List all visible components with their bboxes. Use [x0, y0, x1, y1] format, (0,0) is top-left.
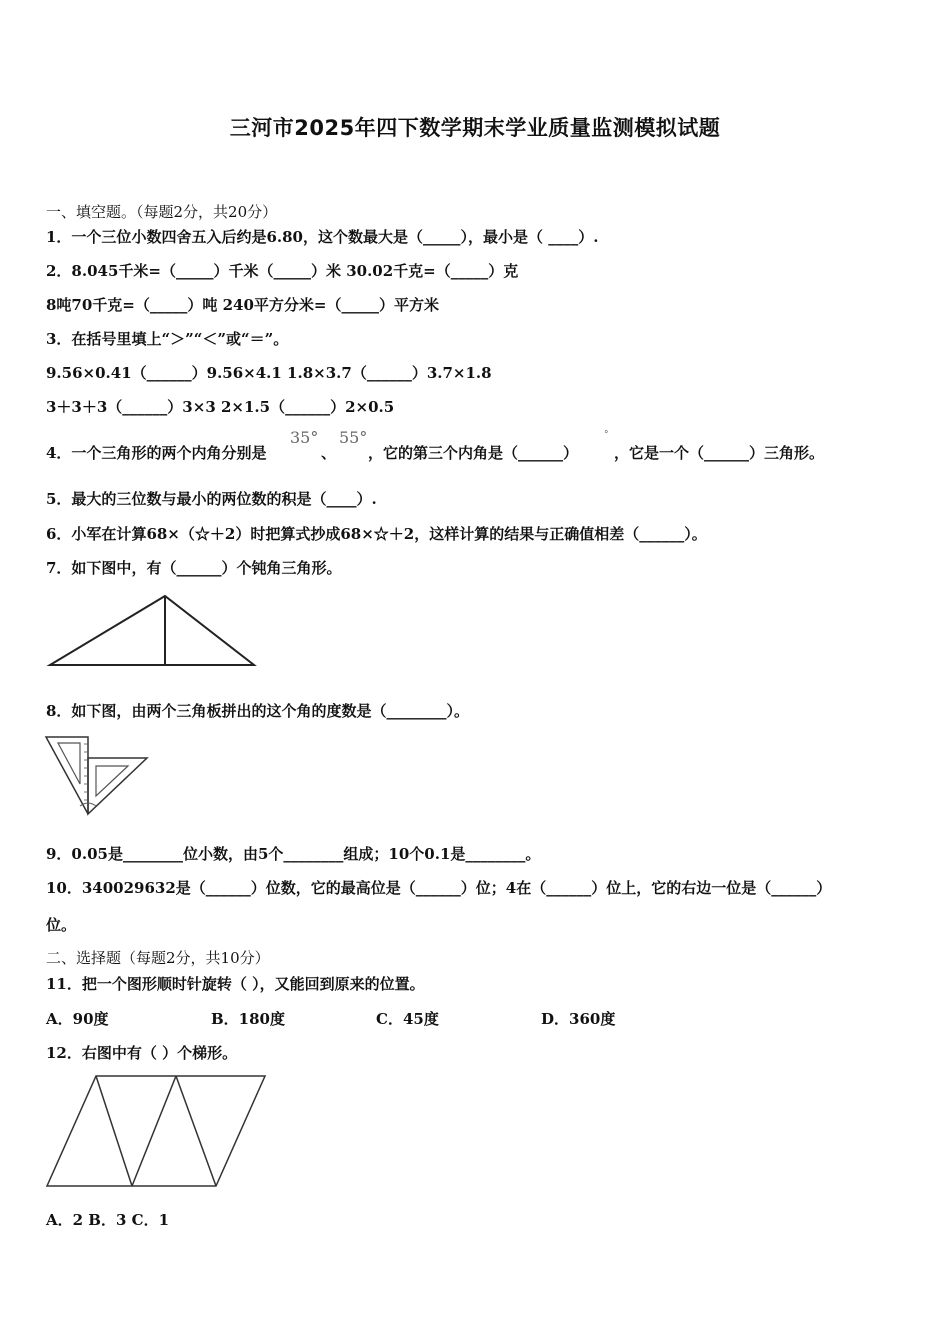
q12-parallelogram-figure	[44, 1072, 270, 1190]
question-4-end: ，它是一个（______）三角形。	[614, 444, 825, 462]
question-3-line-1: 9.56×0.41（______）9.56×4.1 1.8×3.7（______）3.7×1.8	[46, 364, 492, 382]
question-3-line-2: 3＋3＋3（______）3×3 2×1.5（______）2×0.5	[46, 398, 395, 416]
degree-mark: °	[604, 430, 609, 440]
q11-option-a: A．90度	[46, 1010, 109, 1028]
page-title: 三河市2025年四下数学期末学业质量监测模拟试题	[229, 116, 721, 140]
q11-option-c: C．45度	[376, 1010, 439, 1028]
angle-55: 55°	[339, 428, 368, 447]
question-7: 7．如下图中，有（______）个钝角三角形。	[46, 559, 342, 577]
question-8: 8．如下图，由两个三角板拼出的这个角的度数是（________）。	[46, 702, 469, 720]
question-5: 5．最大的三位数与最小的两位数的积是（____）.	[46, 490, 377, 508]
question-10-line-2: 位。	[46, 916, 77, 934]
question-4-separator: 、	[321, 444, 337, 462]
question-10-line-1: 10．340029632是（______）位数，它的最高位是（______）位；4在（______）位上，它的右边一位是（______）	[46, 879, 832, 897]
question-1: 1．一个三位小数四舍五入后约是6.80，这个数最大是（_____），最小是（ ____）.	[46, 228, 599, 246]
question-11: 11．把一个图形顺时针旋转（ ），又能回到原来的位置。	[46, 975, 425, 993]
question-4-middle: ，它的第三个内角是（______）	[368, 444, 579, 462]
question-2-line-2: 8吨70千克=（_____）吨 240平方分米=（_____）平方米	[46, 296, 439, 314]
angle-35: 35°	[290, 428, 319, 447]
section-1-heading: 一、填空题。（每题2分，共20分）	[46, 203, 278, 221]
question-9: 9．0.05是________位小数，由5个________组成；10个0.1是________。	[46, 845, 541, 863]
question-2-line-1: 2．8.045千米=（_____）千米（_____）米 30.02千克=（_____）克	[46, 262, 519, 280]
question-6: 6．小军在计算68×（☆＋2）时把算式抄成68×☆＋2，这样计算的结果与正确值相差（______）。	[46, 525, 707, 543]
q12-options: A．2 B．3 C．1	[46, 1211, 170, 1229]
q11-option-b: B．180度	[211, 1010, 285, 1028]
question-12: 12．右图中有（ ）个梯形。	[46, 1044, 238, 1062]
q8-set-squares-figure	[44, 734, 152, 820]
question-3: 3．在括号里填上“＞”“＜”或“＝”。	[46, 330, 289, 348]
question-4-prefix: 4．一个三角形的两个内角分别是	[46, 444, 267, 462]
q11-option-d: D．360度	[541, 1010, 616, 1028]
section-2-heading: 二、选择题（每题2分，共10分）	[46, 949, 270, 967]
q7-triangle-figure	[44, 590, 264, 674]
